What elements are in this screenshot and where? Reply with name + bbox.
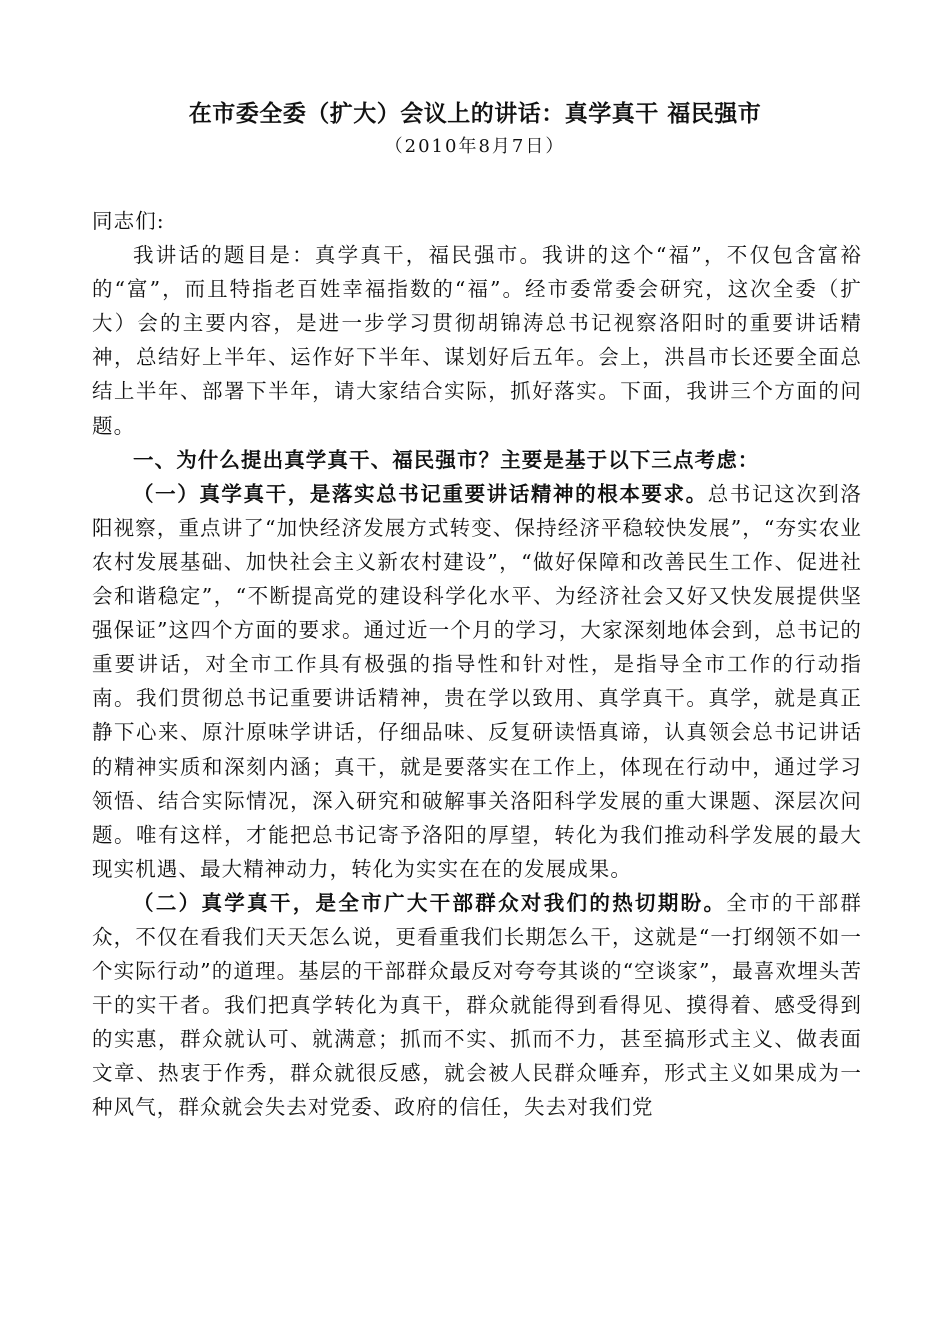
point-heading-2: （二）真学真干，是全市广大干部群众对我们的热切期盼。 — [133, 890, 727, 915]
document-title: 在市委全委（扩大）会议上的讲话：真学真干 福民强市 — [188, 100, 762, 127]
section-heading-1: 一、为什么提出真学真干、福民强市？主要是基于以下三点考虑： — [133, 447, 760, 472]
salutation: 同志们: — [92, 209, 165, 233]
intro-paragraph: 我讲话的题目是：真学真干，福民强市。我讲的这个“福”，不仅包含富裕的“富”，而且特指老百姓幸福指数的“福”。经市委常委会研究，这次全委（扩大）会的主要内容，是进一步学习贯彻胡锦涛总书记视察洛阳时的重要讲话精神，总结好上半年、运作好下半年、谋划好后五年。会上，洪昌市长还要全面总结上半年、部署下半年，请大家结合实际，抓好落实。下面，我讲三个方面的问题。 — [92, 243, 862, 438]
document-body — [92, 204, 862, 1125]
document-date: （2010年8月7日） — [384, 136, 566, 157]
point-paragraph-1 — [92, 477, 862, 886]
point-text-2: 全市的干部群众，不仅在看我们天天怎么说，更看重我们长期怎么干，这就是“一打纲领不如一个实际行动”的道理。基层的干部群众最反对夸夸其谈的“空谈家”，最喜欢埋头苦干的实干者。我们把真学转化为真干，群众就能得到看得见、摸得着、感受得到的实惠，群众就认可、就满意；抓而不实、抓而不力，甚至搞形式主义、做表面文章、热衷于作秀，群众就很反感，就会被人民群众唾弃，形式主义如果成为一种风气，群众就会失去对党委、政府的信任，失去对我们党 — [92, 890, 862, 1120]
point-heading-1: （一）真学真干，是落实总书记重要讲话精神的根本要求。 — [133, 481, 708, 506]
point-text-1: 总书记这次到洛阳视察，重点讲了“加快经济发展方式转变、保持经济平稳较快发展”，“夯实农业农村发展基础、加快社会主义新农村建设”，“做好保障和改善民生工作、促进社会和谐稳定”，“不断提高党的建设科学化水平、为经济社会又好又快发展提供坚强保证”这四个方面的要求。通过近一个月的学习，大家深刻地体会到，总书记的重要讲话，对全市工作具有极强的指导性和针对性，是指导全市工作的行动指南。我们贯彻总书记重要讲话精神，贵在学以致用、真学真干。真学，就是真正静下心来、原汁原味学讲话，仔细品味、反复研读悟真谛，认真领会总书记讲话的精神实质和深刻内涵；真干，就是要落实在工作上，体现在行动中，通过学习领悟、结合实际情况，深入研究和破解事关洛阳科学发展的重大课题、深层次问题。唯有这样，才能把总书记寄予洛阳的厚望，转化为我们推动科学发展的最大现实机遇、最大精神动力，转化为实实在在的发展成果。 — [92, 481, 863, 881]
point-paragraph-2 — [92, 886, 862, 1125]
